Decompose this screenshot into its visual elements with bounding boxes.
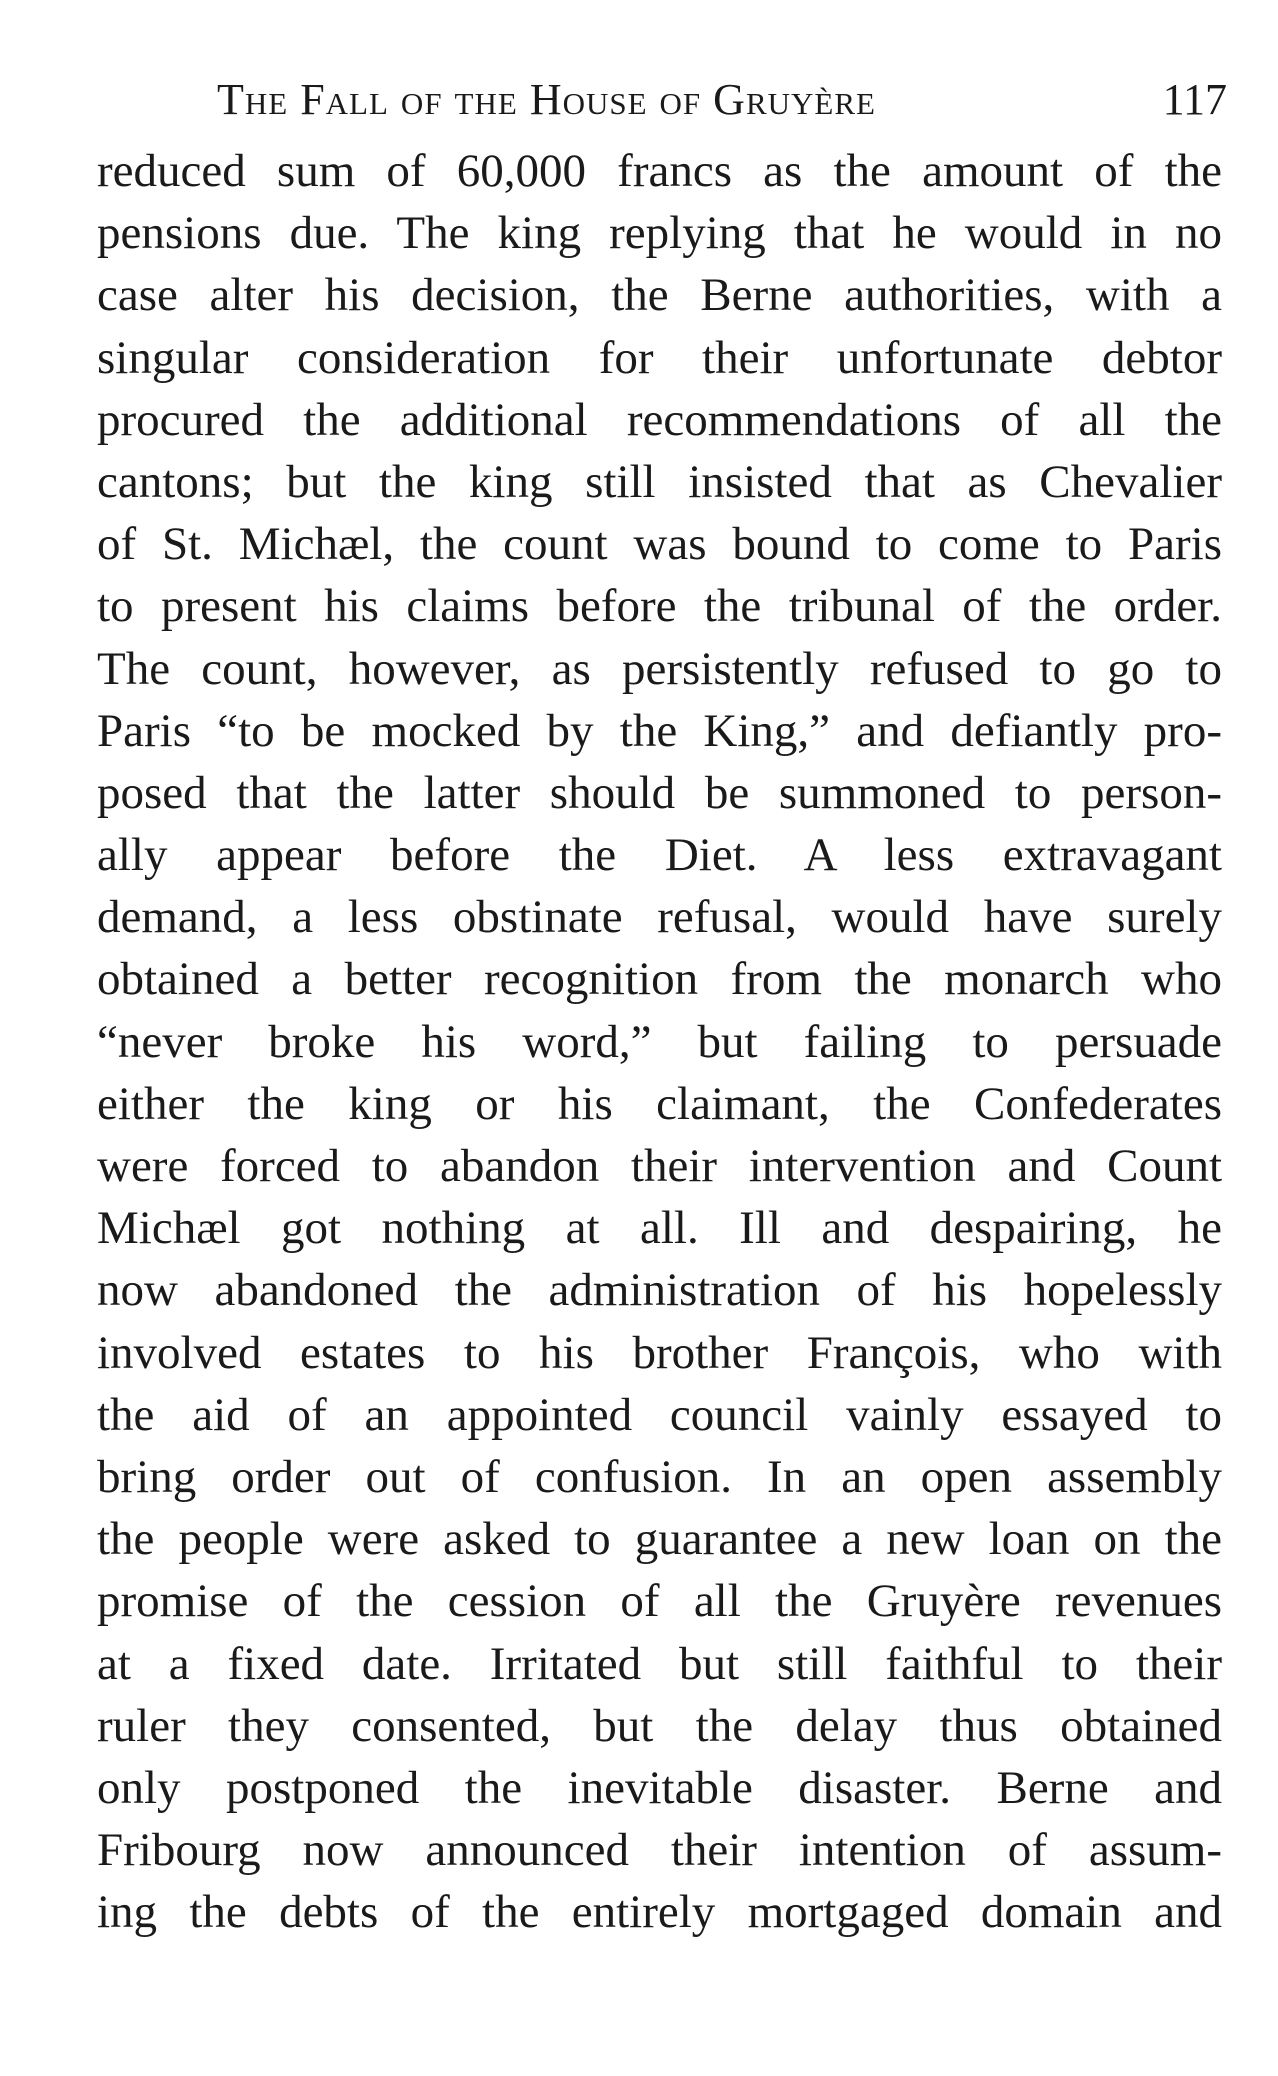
text-line: procured the additional recommendations of all the: [97, 393, 1222, 446]
text-line: the aid of an appointed council vainly essayed to: [97, 1388, 1222, 1441]
text-line: ruler they consented, but the delay thus obtained: [97, 1699, 1222, 1752]
text-line: now abandoned the administration of his hopelessly: [97, 1264, 1222, 1317]
text-line: posed that the latter should be summoned to person-: [97, 766, 1222, 819]
text-line: cantons; but the king still insisted that as Chevalier: [97, 455, 1222, 508]
text-line: of St. Michæl, the count was bound to come to Paris: [97, 518, 1222, 571]
text-line: involved estates to his brother François, who with: [97, 1326, 1222, 1379]
running-title: The Fall of the House of Gruyère: [217, 75, 876, 124]
text-line: singular consideration for their unfortunate debtor: [97, 331, 1222, 384]
text-line: to present his claims before the tribunal of the order.: [97, 580, 1222, 633]
running-head: [97, 70, 1227, 130]
text-line: Michæl got nothing at all. Ill and despairing, he: [97, 1202, 1222, 1255]
text-line: Fribourg now announced their intention of assum-: [97, 1824, 1222, 1877]
text-line: reduced sum of 60,000 francs as the amount of the: [97, 145, 1222, 197]
text-line: pensions due. The king replying that he would in no: [97, 207, 1222, 260]
text-line: obtained a better recognition from the monarch who: [97, 953, 1222, 1006]
text-line: only postponed the inevitable disaster. Berne and: [97, 1761, 1222, 1814]
page-number: 117: [1162, 75, 1227, 124]
text-line: at a fixed date. Irritated but still faithful to their: [97, 1637, 1222, 1690]
text-line: demand, a less obstinate refusal, would have surely: [97, 891, 1222, 944]
text-line: “never broke his word,” but failing to persuade: [97, 1015, 1222, 1068]
body-text: [97, 140, 1222, 1943]
text-line: were forced to abandon their intervention and Count: [97, 1140, 1222, 1192]
text-line: bring order out of confusion. In an open assembly: [97, 1450, 1222, 1503]
text-line: Paris “to be mocked by the King,” and defiantly pro-: [97, 704, 1222, 757]
text-line: The count, however, as persistently refused to go to: [97, 642, 1222, 695]
text-line: either the king or his claimant, the Confederates: [97, 1077, 1222, 1130]
text-line: ing the debts of the entirely mortgaged domain and: [97, 1886, 1222, 1939]
text-line: the people were asked to guarantee a new loan on the: [97, 1513, 1222, 1566]
text-line: promise of the cession of all the Gruyère revenues: [97, 1575, 1222, 1628]
text-line: case alter his decision, the Berne authorities, with a: [97, 269, 1222, 322]
text-line: ally appear before the Diet. A less extravagant: [97, 829, 1222, 882]
